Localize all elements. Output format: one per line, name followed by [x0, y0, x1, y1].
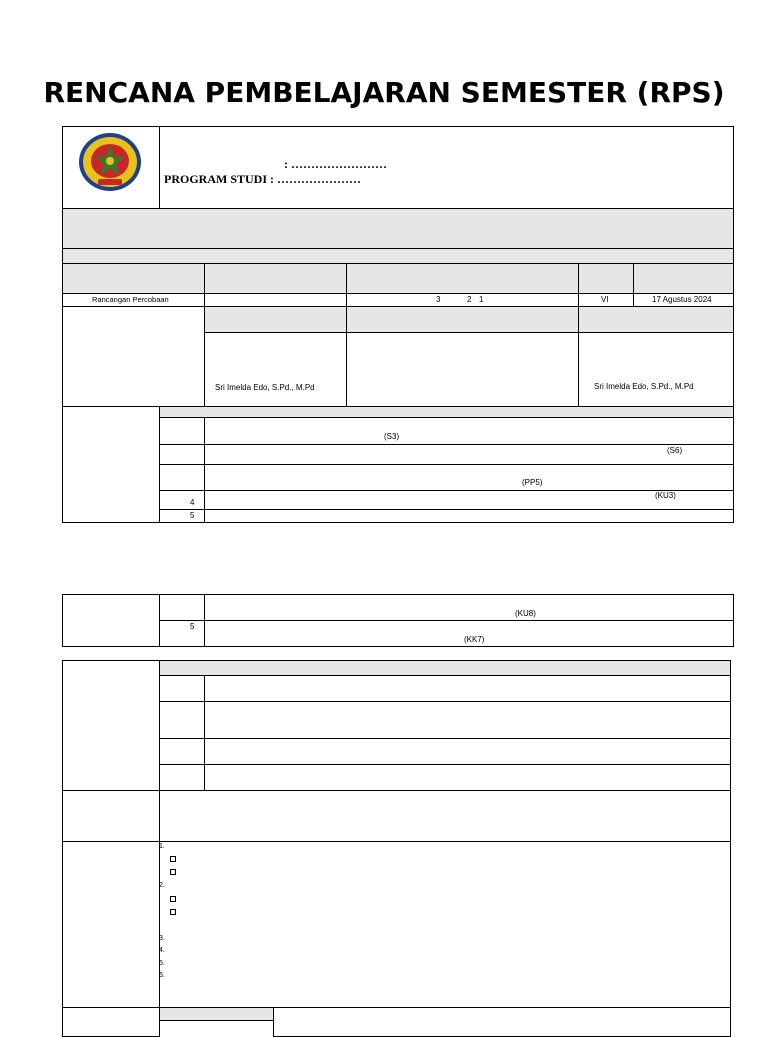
material-item-5: 5. — [159, 960, 165, 967]
bottom-gray-cell — [159, 1007, 274, 1021]
cpl-number-4: 4 — [190, 498, 195, 507]
cpl-label-cell — [62, 406, 160, 523]
material-item-6: 6. — [159, 972, 165, 979]
cpmk-text-2 — [204, 701, 731, 739]
material-item-2: 2. — [159, 882, 165, 889]
cpmk-text-4 — [204, 764, 731, 791]
bullet-box — [170, 896, 176, 902]
cpl2-text-1 — [204, 594, 734, 621]
cpmk-text-1 — [204, 675, 731, 702]
bottom-content-cell — [273, 1007, 731, 1037]
auth-header-3 — [578, 306, 734, 333]
col-header-1 — [62, 263, 205, 294]
cpl-num-2 — [159, 444, 205, 465]
page-title: RENCANA PEMBELAJARAN SEMESTER (RPS) — [43, 76, 725, 109]
materials-label-cell — [62, 841, 160, 1008]
header-line-1: : …………………… — [284, 157, 387, 171]
material-item-3: 3. — [159, 935, 165, 942]
cpl2-num-1 — [159, 594, 205, 621]
cpl2-label-cell — [62, 594, 160, 647]
col-header-2 — [204, 263, 347, 294]
developer-name: Sri Imelda Edo, S.Pd., M.Pd — [215, 383, 315, 392]
cpl-code-1: (S3) — [384, 432, 400, 441]
col-header-4 — [578, 263, 634, 294]
date: 17 Agustus 2024 — [652, 295, 712, 304]
material-item-1: 1. — [159, 843, 165, 850]
cpl-text-5 — [204, 509, 734, 523]
course-sks-cell — [346, 293, 579, 307]
cpl2-code-2: (KK7) — [464, 635, 485, 644]
gray-strip — [62, 248, 734, 264]
col-header-5 — [633, 263, 734, 294]
cpl-number-5: 5 — [190, 511, 195, 520]
cpl2-number-2: 5 — [190, 622, 195, 631]
description-label-cell — [62, 790, 160, 842]
cpl-num-5 — [159, 509, 205, 523]
cpmk-num-4 — [159, 764, 205, 791]
cpl-code-2: (S6) — [667, 446, 683, 455]
cpmk-label-cell — [62, 660, 160, 791]
header-block — [62, 126, 734, 209]
materials-content-cell — [159, 841, 731, 1008]
cpl2-num-2 — [159, 620, 205, 647]
program-studi-label: PROGRAM STUDI : ………………… — [164, 172, 361, 186]
university-logo — [76, 130, 144, 194]
authorization-label-cell — [62, 306, 205, 407]
col-header-3 — [346, 263, 579, 294]
auth-header-2 — [346, 306, 579, 333]
course-name: Rancangan Percobaan — [92, 295, 169, 304]
auth-header-1 — [204, 306, 347, 333]
cpl-code-4: (KU3) — [655, 491, 676, 500]
bullet-box — [170, 869, 176, 875]
cpl2-code-1: (KU8) — [515, 609, 536, 618]
description-content-cell — [159, 790, 731, 842]
course-code-cell — [204, 293, 347, 307]
header-divider — [159, 126, 160, 209]
sks-total: 3 — [436, 295, 441, 304]
cpmk-text-3 — [204, 738, 731, 765]
cpmk-num-2 — [159, 701, 205, 739]
head-name: Sri Imelda Edo, S.Pd., M.Pd — [594, 382, 694, 391]
cpl-text-2 — [204, 444, 734, 465]
cpl-num-4 — [159, 490, 205, 510]
cpl-text-3 — [204, 464, 734, 491]
auth-sign-2 — [346, 332, 579, 407]
cpmk-num-1 — [159, 675, 205, 702]
sks-practice: 1 — [479, 295, 484, 304]
material-item-4: 4. — [159, 947, 165, 954]
sks-theory: 2 — [467, 295, 472, 304]
cpmk-num-3 — [159, 738, 205, 765]
auth-sign-1 — [204, 332, 347, 407]
bottom-label-cell — [62, 1007, 160, 1037]
semester: VI — [601, 295, 609, 304]
cpl-text-1 — [204, 417, 734, 445]
cpl-num-3 — [159, 464, 205, 491]
bullet-box — [170, 909, 176, 915]
bullet-box — [170, 856, 176, 862]
cpmk-header-strip — [159, 660, 731, 676]
cpl-num-1 — [159, 417, 205, 445]
gray-band — [62, 208, 734, 249]
auth-sign-3 — [578, 332, 734, 407]
cpl-code-3: (PP5) — [522, 478, 543, 487]
